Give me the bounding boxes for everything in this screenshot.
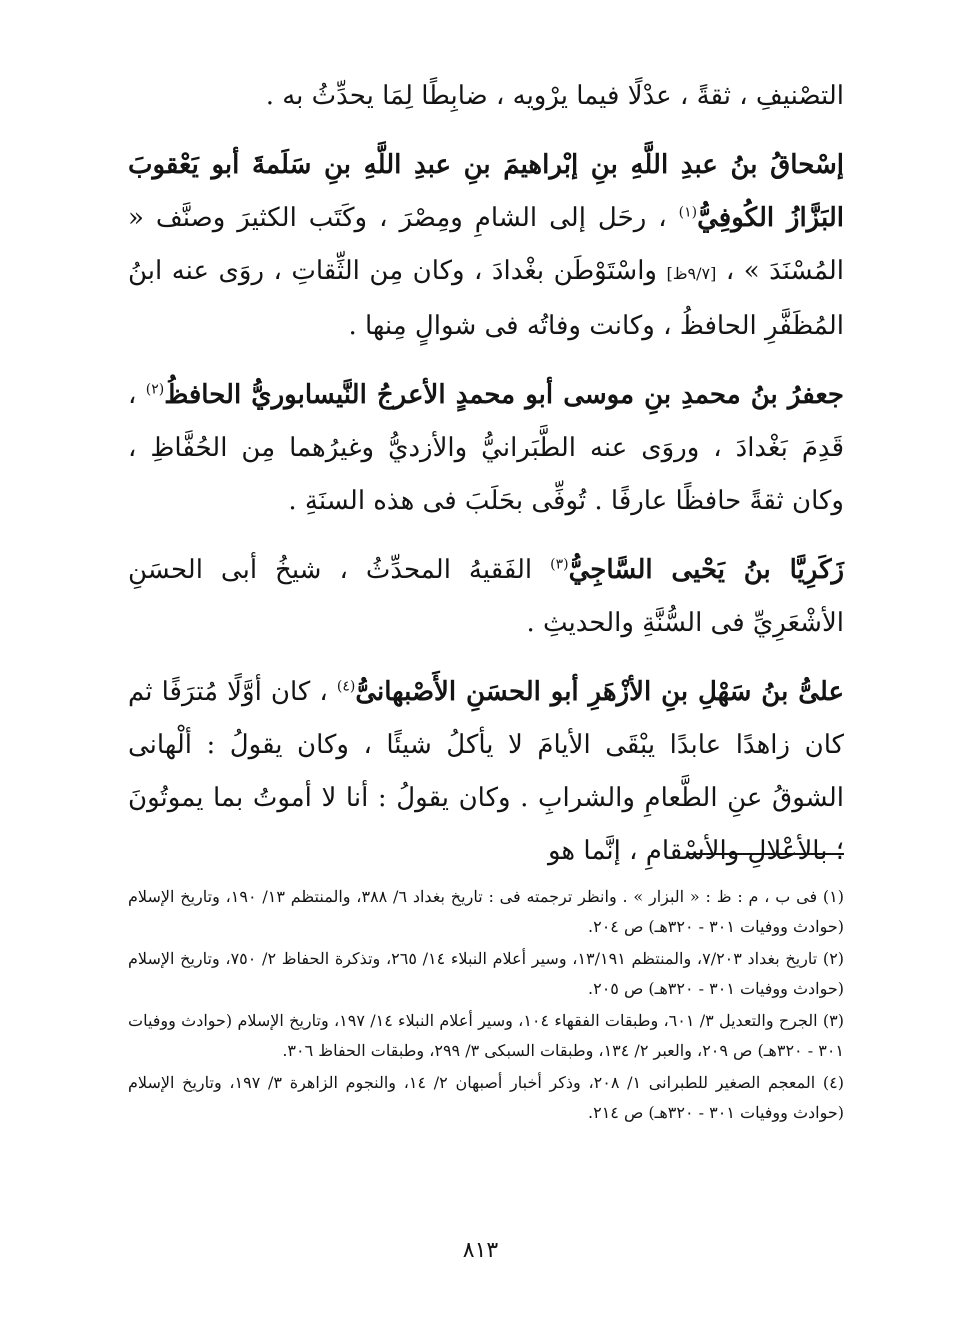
biography-entry [128, 369, 844, 528]
entry-name: إسْحاقُ بنُ عبدِ اللَّهِ بنِ إبْراهيمَ بنِ عبدِ اللَّهِ بنِ سَلَمةَ أبو يَعْقوبَ البَزَّازُ الكُوفِيُّ [128, 150, 845, 233]
footnote: (٢) تاريخ بغداد ٧/٢٠٣، والمنتظم ١٣/١٩١، وسير أعلام النبلاء ١٤/ ٢٦٥، وتذكرة الحفاظ ٢/ ٧٥٠، وتاريخ الإسلام (حوادث ووفيات ٣٠١ - ٣٢٠هـ) ص ٢٠٥. [128, 949, 845, 998]
entry-text: الفَقيهُ المحدِّثُ ، شيخُ أبى الحسَنِ الأشْعَرِيِّ فى السُّنَّةِ والحديثِ . [128, 555, 844, 638]
footnote: (٣) الجرح والتعديل ٣/ ٦٠١، وطبقات الفقهاء ١٠٤، وسير أعلام النبلاء ١٤/ ١٩٧، وتاريخ الإسلام (حوادث ووفيات ٣٠١ - ٣٢٠هـ) ص ٢٠٩، والعبر ٢/ ١٣٤، وطبقات السبكى ٣/ ٢٩٩، وطبقات الحفاظ ٣٠٦. [128, 1011, 844, 1060]
continuation-paragraph [128, 70, 844, 123]
biography-entry [128, 139, 844, 353]
footnote-reference: (٢) [145, 381, 165, 398]
biography-entry [128, 666, 844, 878]
entry-name: علىُّ بنُ سَهْلِ بنِ الأزْهَرِ أبو الحسَنِ الأَصْبهانىُّ [355, 677, 844, 707]
page-number: ٨١٣ [462, 1238, 499, 1263]
entry-text: ، قَدِمَ بَغْدادَ ، وروَى عنه الطَّبَرانيُّ والأزديُّ وغيرُهما مِن الحُفَّاظِ ، وكان ثقةً حافظًا عارفًا . تُوفِّى بحَلَبَ فى هذه السنَةِ . [128, 380, 844, 516]
entry-text: ، كان أوَّلًا مُترَفًا ثم كان زاهدًا عابدًا يبْقَى الأيامَ لا يأكلُ شيئًا ، وكان يقولُ : ألْهانى الشوقُ عنِ الطَّعامِ والشرابِ . وكان يقولُ : أنا لا أموتُ بما يموتُونَ ؛ بالأعْلالِ والأسْقامِ ، إنَّما هو [128, 677, 844, 866]
entry-text-continued: واسْتَوْطَن بغْدادَ ، وكان مِن الثِّقاتِ ، روَى عنه ابنُ المُظَفَّرِ الحافظُ ، وكانت وفاتُه فى شوالٍ مِنها . [128, 256, 844, 341]
footnote: (١) فى ب ، م : ظ : « البزار » . وانظر ترجمته فى : تاريخ بغداد ٦/ ٣٨٨، والمنتظم ١٣/ ١٩٠، وتاريخ الإسلام (حوادث ووفيات ٣٠١ - ٣٢٠هـ) ص ٢٠٤. [128, 887, 844, 936]
footnote-reference: (١) [678, 204, 698, 221]
manuscript-margin-reference: [٩/٧ظ] [666, 264, 717, 283]
footnotes-section [128, 882, 844, 1130]
biography-entry [128, 544, 844, 650]
footnote-reference: (٣) [550, 556, 569, 573]
entry-name: جعفرُ بنُ محمدِ بنِ موسى أبو محمدٍ الأعرجُ النَّيسابوريُّ الحافظُ [164, 380, 844, 410]
entry-text: ، رحَل إلى الشامِ ومِصْرَ ، وكَتَب الكثيرَ وصنَّف « المُسْنَدَ » ، [128, 203, 845, 286]
page-body [128, 70, 844, 878]
footnote: (٤) المعجم الصغير للطبرانى ١/ ٢٠٨، وذكر أخبار أصبهان ٢/ ١٤، والنجوم الزاهرة ٣/ ١٩٧، وتاريخ الإسلام (حوادث ووفيات ٣٠١ - ٣٢٠هـ) ص ٢١٤. [128, 1073, 844, 1122]
paragraph-text: التصْنيفِ ، ثقةً ، عدْلًا فيما يرْويه ، ضابِطًا لِمَا يحدِّثُ به . [265, 81, 844, 111]
main-text [128, 70, 844, 878]
footnote-reference: (٤) [336, 678, 356, 695]
footnote-separator-rule [688, 853, 844, 855]
entry-name: زَكَرِيَّا بنُ يَحْيى السَّاجِيُّ [568, 555, 845, 585]
